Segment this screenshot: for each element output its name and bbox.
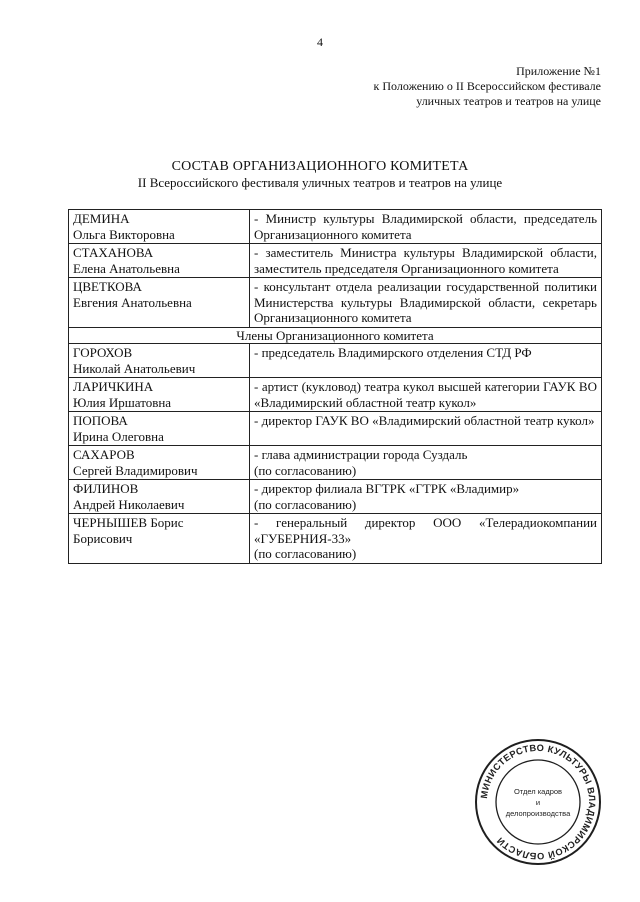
member-note: (по согласованию) bbox=[254, 462, 357, 478]
appendix-header bbox=[374, 64, 601, 109]
document-title bbox=[0, 158, 640, 191]
member-given-name: Елена Анатольевна bbox=[73, 260, 180, 276]
member-name-cell bbox=[69, 210, 250, 244]
table-row bbox=[69, 378, 602, 412]
member-surname: ЧЕРНЫШЕВ Борис bbox=[73, 515, 184, 530]
member-role: - консультант отдела реализации государственной политики Министерства культуры Владимирской области, секретарь Организационного комитета bbox=[254, 279, 597, 325]
member-surname: ПОПОВА bbox=[73, 413, 128, 428]
member-role: - глава администрации города Суздаль bbox=[254, 447, 468, 462]
member-name-cell bbox=[69, 480, 250, 514]
member-surname: ЦВЕТКОВА bbox=[73, 279, 142, 294]
member-given-name: Евгения Анатольевна bbox=[73, 294, 192, 310]
member-given-name: Ирина Олеговна bbox=[73, 428, 164, 444]
stamp-outer-text: МИНИСТЕРСТВО КУЛЬТУРЫ ВЛАДИМИРСКОЙ ОБЛАСТИ bbox=[479, 742, 598, 862]
member-role: - Министр культуры Владимирской области, председатель Организационного комитета bbox=[254, 211, 597, 242]
table-row bbox=[69, 446, 602, 480]
member-name-cell bbox=[69, 514, 250, 564]
member-name-cell bbox=[69, 244, 250, 278]
member-surname: ДЕМИНА bbox=[73, 211, 130, 226]
member-note: (по согласованию) bbox=[254, 546, 357, 561]
table-row bbox=[69, 412, 602, 446]
member-role-cell bbox=[250, 412, 602, 446]
member-role: - директор ГАУК ВО «Владимирский областной театр кукол» bbox=[254, 413, 595, 428]
table-row bbox=[69, 514, 602, 564]
member-role-cell bbox=[250, 278, 602, 328]
table-row bbox=[69, 210, 602, 244]
member-name-cell bbox=[69, 278, 250, 328]
stamp-inner-line-2: и bbox=[535, 798, 541, 807]
member-given-name: Юлия Иршатовна bbox=[73, 394, 172, 410]
member-given-name: Ольга Викторовна bbox=[73, 226, 175, 242]
stamp-inner-line-1: Отдел кадров bbox=[513, 787, 563, 796]
table-row bbox=[69, 344, 602, 378]
member-role-cell bbox=[250, 480, 602, 514]
member-surname: САХАРОВ bbox=[73, 447, 135, 462]
page-number: 4 bbox=[317, 35, 323, 49]
member-surname: ГОРОХОВ bbox=[73, 345, 133, 360]
member-surname: ФИЛИНОВ bbox=[73, 481, 139, 496]
member-surname: ЛАРИЧКИНА bbox=[73, 379, 154, 394]
appendix-line-1: Приложение №1 bbox=[516, 64, 601, 78]
member-note: (по согласованию) bbox=[254, 496, 357, 512]
department-stamp bbox=[474, 738, 602, 866]
member-role: - артист (кукловод) театра кукол высшей категории ГАУК ВО «Владимирский областной театр кукол» bbox=[254, 379, 597, 410]
table-row bbox=[69, 480, 602, 514]
appendix-line-3: уличных театров и театров на улице bbox=[416, 94, 601, 108]
table-row bbox=[69, 244, 602, 278]
member-name-cell bbox=[69, 446, 250, 480]
committee-table bbox=[68, 209, 602, 564]
members-section-row bbox=[69, 327, 602, 344]
member-given-name: Борисович bbox=[73, 530, 133, 546]
members-section-header: Члены Организационного комитета bbox=[69, 327, 602, 344]
stamp-inner-line-3: делопроизводства bbox=[505, 809, 571, 818]
member-role-cell bbox=[250, 344, 602, 378]
member-role-cell bbox=[250, 244, 602, 278]
member-role-cell bbox=[250, 514, 602, 564]
member-role: - директор филиала ВГТРК «ГТРК «Владимир» bbox=[254, 481, 520, 496]
appendix-line-2: к Положению о II Всероссийском фестивале bbox=[373, 79, 601, 93]
member-given-name: Андрей Николаевич bbox=[73, 496, 185, 512]
table-row bbox=[69, 278, 602, 328]
member-role-cell bbox=[250, 446, 602, 480]
member-role-cell bbox=[250, 210, 602, 244]
member-name-cell bbox=[69, 412, 250, 446]
member-given-name: Сергей Владимирович bbox=[73, 462, 198, 478]
member-name-cell bbox=[69, 378, 250, 412]
member-name-cell bbox=[69, 344, 250, 378]
member-role-cell bbox=[250, 378, 602, 412]
member-role: - заместитель Министра культуры Владимирской области, заместитель председателя Организационного комитета bbox=[254, 245, 597, 276]
member-given-name: Николай Анатольевич bbox=[73, 360, 196, 376]
title-line-1: СОСТАВ ОРГАНИЗАЦИОННОГО КОМИТЕТА bbox=[171, 159, 469, 174]
member-surname: СТАХАНОВА bbox=[73, 245, 154, 260]
member-role: - генеральный директор ООО «Телерадиокомпании «ГУБЕРНИЯ-33» bbox=[254, 515, 597, 546]
member-role: - председатель Владимирского отделения СТД РФ bbox=[254, 345, 532, 360]
title-line-2: II Всероссийского фестиваля уличных театров и театров на улице bbox=[137, 175, 503, 190]
